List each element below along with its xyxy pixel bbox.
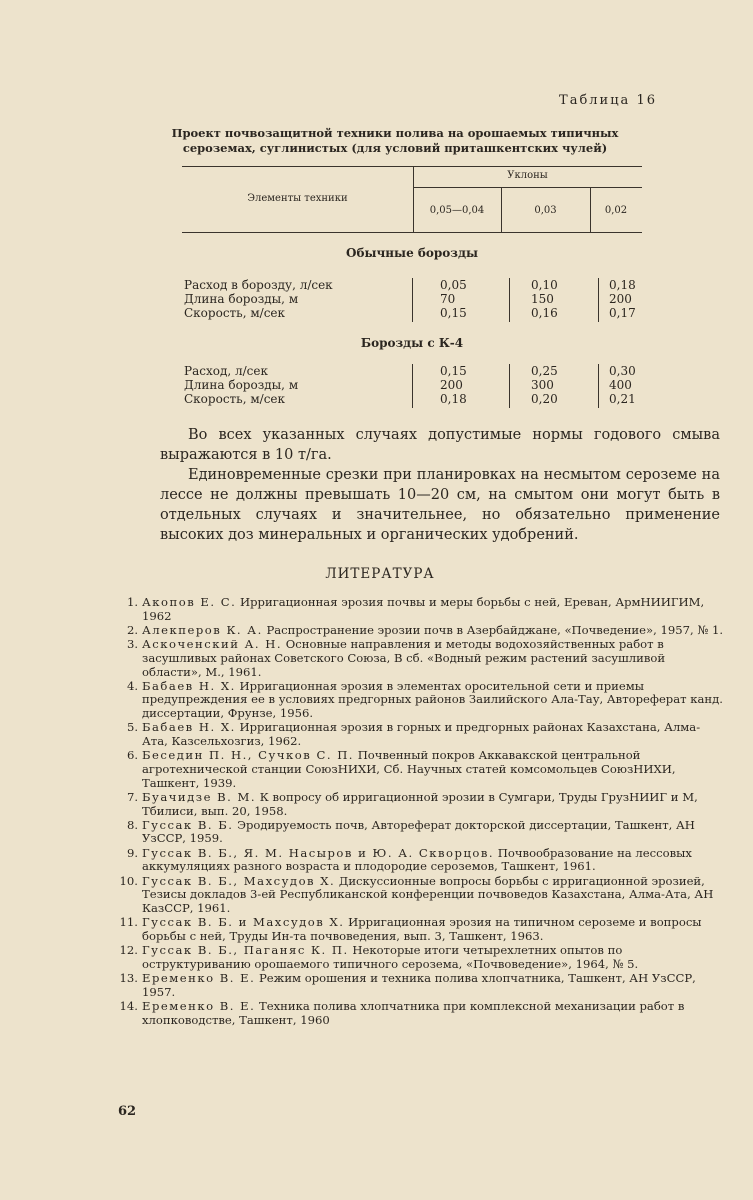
ref-text: Эродируемость почв, Автореферат докторской диссертации, Ташкент, АН УзССР, 1959. <box>142 817 695 846</box>
ref-author: Аскоченский А. Н. <box>142 637 283 652</box>
ref-author: Алекперов К. А. <box>142 622 263 637</box>
ref-number: 11. <box>119 915 138 930</box>
ref-author: Еременко В. Е. <box>142 998 256 1013</box>
ref-text: Ирригационная эрозия почвы и меры борьбы с ней, Ереван, АрмНИИГИМ, 1962 <box>142 595 705 623</box>
list-item <box>118 638 724 679</box>
list-item <box>118 944 724 971</box>
cell-value: 150 <box>531 292 554 306</box>
ref-text: Почвообразование на лессовых аккумуляциях разного возраста и плодородие сероземов, Ташкент, 1961. <box>142 845 692 874</box>
ref-number: 3. <box>126 637 138 652</box>
paragraph-text: Единовременные срезки при планировках на несмытом сероземе на лессе не должны превышать 10—20 см, на смытом они могут быть в отдельных случаях и значительнее, но обязательно применение высоких доз минеральных и органических удобрений. <box>160 467 720 543</box>
ref-number: 1. <box>126 595 138 609</box>
ref-author: Бабаев Н. Х. <box>142 720 236 735</box>
ref-number: 4. <box>126 678 138 693</box>
list-item <box>118 680 724 721</box>
cell-value: 0,17 <box>609 306 636 320</box>
table-top-rule <box>182 166 642 167</box>
cell-value: 400 <box>609 378 632 392</box>
row-label: Скорость, м/сек <box>184 392 286 406</box>
ref-author: Гуссак В. Б. <box>142 817 234 832</box>
ref-text: Ирригационная эрозия в элементах оросительной сети и приемы предупреждения ее в условиях предгорных районов Заилийского Ала-Тау, Автореферат канд. диссертации, Фрунзе, 1956. <box>142 678 723 721</box>
header-elements: Элементы техники <box>247 193 348 204</box>
list-item <box>118 1000 724 1027</box>
ref-text: Режим орошения и техника полива хлопчатника, Ташкент, АН УзССР, 1957. <box>142 970 696 999</box>
ref-number: 7. <box>126 789 138 804</box>
ref-text: Ирригационная эрозия в горных и предгорных районах Казахстана, Алма-Ата, Казсельхозгиз, 1962. <box>142 720 701 749</box>
cell-value: 0,16 <box>531 306 558 320</box>
table-title: Проект почвозащитной техники полива на орошаемых типичных сероземах, суглинистых (для условий приташкентских чулей) <box>171 126 619 155</box>
cell-value: 0,30 <box>609 364 636 378</box>
ref-text: Распространение эрозии почв в Азербайджане, «Почведение», 1957, № 1. <box>266 622 724 637</box>
ref-author: Гуссак В. Б., Паганяс К. П. <box>142 943 349 958</box>
table-row <box>182 278 642 292</box>
paragraph <box>160 425 720 465</box>
ref-number: 13. <box>119 970 138 985</box>
ref-author: Гуссак В. Б., Махсудов Х. <box>142 873 336 888</box>
ref-number: 5. <box>126 720 138 735</box>
cell-value: 0,18 <box>609 278 636 292</box>
ref-author: Бабаев Н. Х. <box>142 678 236 693</box>
reference-list <box>118 596 724 1028</box>
ref-text: Дискуссионные вопросы борьбы с ирригационной эрозией, Тезисы докладов 3-ей Республиканской конференции почвоведов Казахстана, Алма-Ата, АН КазССР, 1961. <box>142 873 714 915</box>
header-col-2: 0,03 <box>534 205 557 216</box>
ref-text: Некоторые итоги четырехлетних опытов по оструктуриванию орошаемого типичного серозема, «Почвоведение», 1964, № 5. <box>142 943 639 971</box>
ref-text: Почвенный покров Аккавакской центральной агротехнической станции СоюзНИХИ, Сб. Научных статей комсомольцев СоюзНИХИ, Ташкент, 1939. <box>142 748 676 790</box>
table-number: Таблица 16 <box>559 93 657 108</box>
table-row <box>182 306 642 320</box>
list-item <box>118 596 724 623</box>
ref-author: Акопов Е. С. <box>142 595 237 609</box>
list-item <box>118 749 724 790</box>
ref-number: 12. <box>119 943 138 958</box>
list-item <box>118 819 724 846</box>
ref-number: 2. <box>126 622 138 637</box>
list-item <box>118 721 724 748</box>
literature-title: ЛИТЕРАТУРА <box>325 566 435 582</box>
cell-value: 70 <box>440 292 456 306</box>
ref-text: Ирригационная эрозия на типичном сероземе и вопросы борьбы с ней, Труды Ин-та почвоведения, вып. 3, Ташкент, 1963. <box>142 915 702 943</box>
ref-number: 10. <box>119 873 138 888</box>
row-label: Длина борозды, м <box>184 292 299 306</box>
paragraph-text: Во всех указанных случаях допустимые нормы годового смыва выражаются в 10 т/га. <box>160 427 720 463</box>
page-number: 62 <box>118 1104 137 1119</box>
ref-author: Гуссак В. Б. и Махсудов Х. <box>142 915 345 930</box>
header-col-1: 0,05—0,04 <box>429 205 485 216</box>
list-item <box>118 875 724 916</box>
cell-value: 200 <box>440 378 463 392</box>
header-col-3: 0,02 <box>604 205 628 216</box>
cell-value: 0,15 <box>440 306 467 320</box>
cell-value: 0,18 <box>440 392 467 406</box>
ref-author: Еременко В. Е. <box>142 970 256 985</box>
list-item <box>118 791 724 818</box>
list-item <box>118 624 724 638</box>
table-row <box>182 392 642 406</box>
cell-value: 300 <box>531 378 554 392</box>
ref-number: 6. <box>126 748 138 763</box>
row-label: Скорость, м/сек <box>184 306 286 320</box>
header-slopes: Уклоны <box>507 170 548 181</box>
table-row <box>182 378 642 392</box>
cell-value: 0,10 <box>531 278 558 292</box>
ref-number: 9. <box>126 845 138 860</box>
section-title: Борозды с К-4 <box>360 336 464 350</box>
list-item <box>118 847 724 874</box>
cell-value: 200 <box>609 292 632 306</box>
ref-text: Техника полива хлопчатника при комплексной механизации работ в хлопководстве, Ташкент, 1960 <box>142 998 685 1027</box>
cell-value: 0,15 <box>440 364 467 378</box>
ref-author: Гуссак В. Б., Я. М. Насыров и Ю. А. Скворцов. <box>142 845 495 860</box>
list-item <box>118 972 724 999</box>
ref-number: 14. <box>119 998 138 1013</box>
ref-text: К вопросу об ирригационной эрозии в Сумгари, Труды ГрузНИИГ и М, Тбилиси, вып. 20, 1958. <box>142 789 698 818</box>
ref-text: Основные направления и методы водохозяйственных работ в засушливых районах Советского Союза, В сб. «Водный режим растений засушливой области», М., 1961. <box>142 637 666 679</box>
slopes-rule <box>413 187 642 188</box>
table-row <box>182 292 642 306</box>
table-row <box>182 364 642 378</box>
cell-value: 0,20 <box>531 392 558 406</box>
ref-author: Буачидзе В. М. <box>142 789 257 804</box>
row-label: Расход, л/сек <box>184 364 268 378</box>
row-label: Расход в борозду, л/сек <box>184 278 333 292</box>
section-title: Обычные борозды <box>346 246 478 260</box>
ref-author: Беседин П. Н., Сучков С. П. <box>142 748 354 763</box>
paragraph <box>160 465 720 545</box>
cell-value: 0,05 <box>440 278 467 292</box>
list-item <box>118 916 724 943</box>
ref-number: 8. <box>126 817 138 832</box>
table-header-bottom-rule <box>182 232 642 233</box>
cell-value: 0,25 <box>531 364 558 378</box>
cell-value: 0,21 <box>609 392 636 406</box>
row-label: Длина борозды, м <box>184 378 299 392</box>
